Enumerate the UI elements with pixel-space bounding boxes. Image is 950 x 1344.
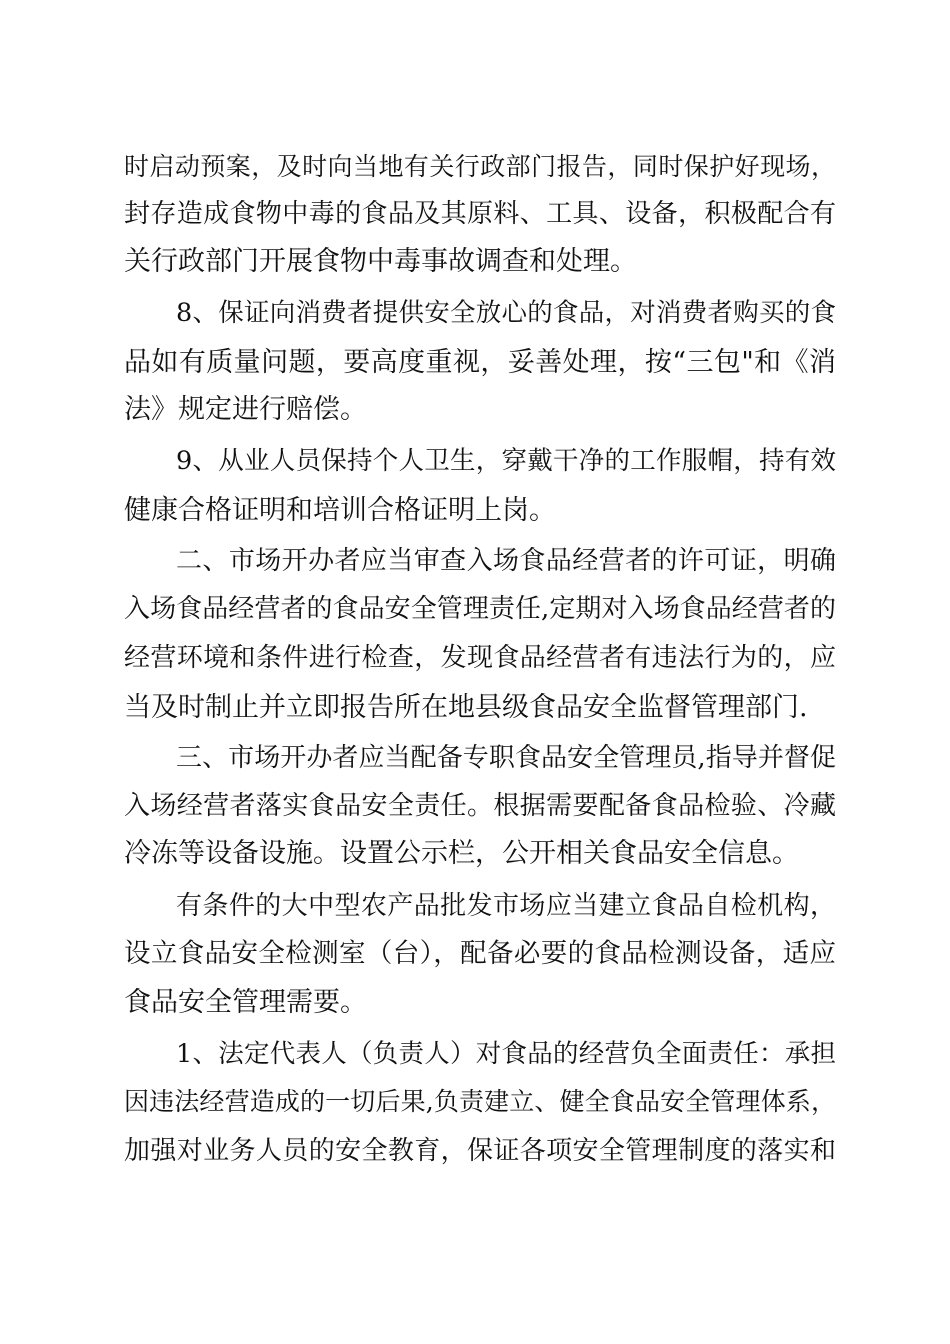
- text-line: 入场食品经营者的食品安全管理责任,定期对入场食品经营者的: [124, 594, 836, 624]
- text-line: 品如有质量问题，要高度重视，妥善处理，按“三包"和《消: [124, 347, 836, 378]
- text-line: 有条件的大中型农产品批发市场应当建立食品自检机构，: [176, 891, 836, 921]
- text-line: 入场经营者落实食品安全责任。根据需要配备食品检验、冷藏: [124, 791, 836, 821]
- text-line: 1、法定代表人（负责人）对食品的经营负全面责任：承担: [176, 1039, 836, 1069]
- text-line: 封存造成食物中毒的食品及其原料、工具、设备，积极配合有: [124, 199, 836, 229]
- text-line: 食品安全管理需要。: [124, 987, 367, 1018]
- text-line: 关行政部门开展食物中毒事故调查和处理。: [124, 246, 637, 277]
- text-line: 法》规定进行赔偿。: [124, 394, 367, 425]
- text-line: 当及时制止并立即报告所在地县级食品安全监督管理部门.: [124, 692, 808, 723]
- text-line: 二、市场开办者应当审查入场食品经营者的许可证，明确: [176, 546, 836, 576]
- text-line: 时启动预案，及时向当地有关行政部门报告，同时保护好现场，: [124, 152, 836, 181]
- text-line: 因违法经营造成的一切后果,负责建立、健全食品安全管理体系，: [124, 1087, 836, 1116]
- text-line: 9、从业人员保持个人卫生，穿戴干净的工作服帽，持有效: [176, 446, 836, 476]
- text-line: 三、市场开办者应当配备专职食品安全管理员,指导并督促: [176, 743, 836, 773]
- text-line: 健康合格证明和培训合格证明上岗。: [124, 495, 556, 526]
- text-line: 冷冻等设备设施。设置公示栏，公开相关食品安全信息。: [124, 838, 799, 869]
- text-line: 设立食品安全检测室（台），配备必要的食品检测设备，适应: [124, 938, 836, 969]
- text-line: 8、保证向消费者提供安全放心的食品，对消费者购买的食: [176, 298, 836, 328]
- text-line: 加强对业务人员的安全教育，保证各项安全管理制度的落实和: [124, 1136, 836, 1166]
- text-line: 经营环境和条件进行检查，发现食品经营者有违法行为的，应: [124, 643, 836, 673]
